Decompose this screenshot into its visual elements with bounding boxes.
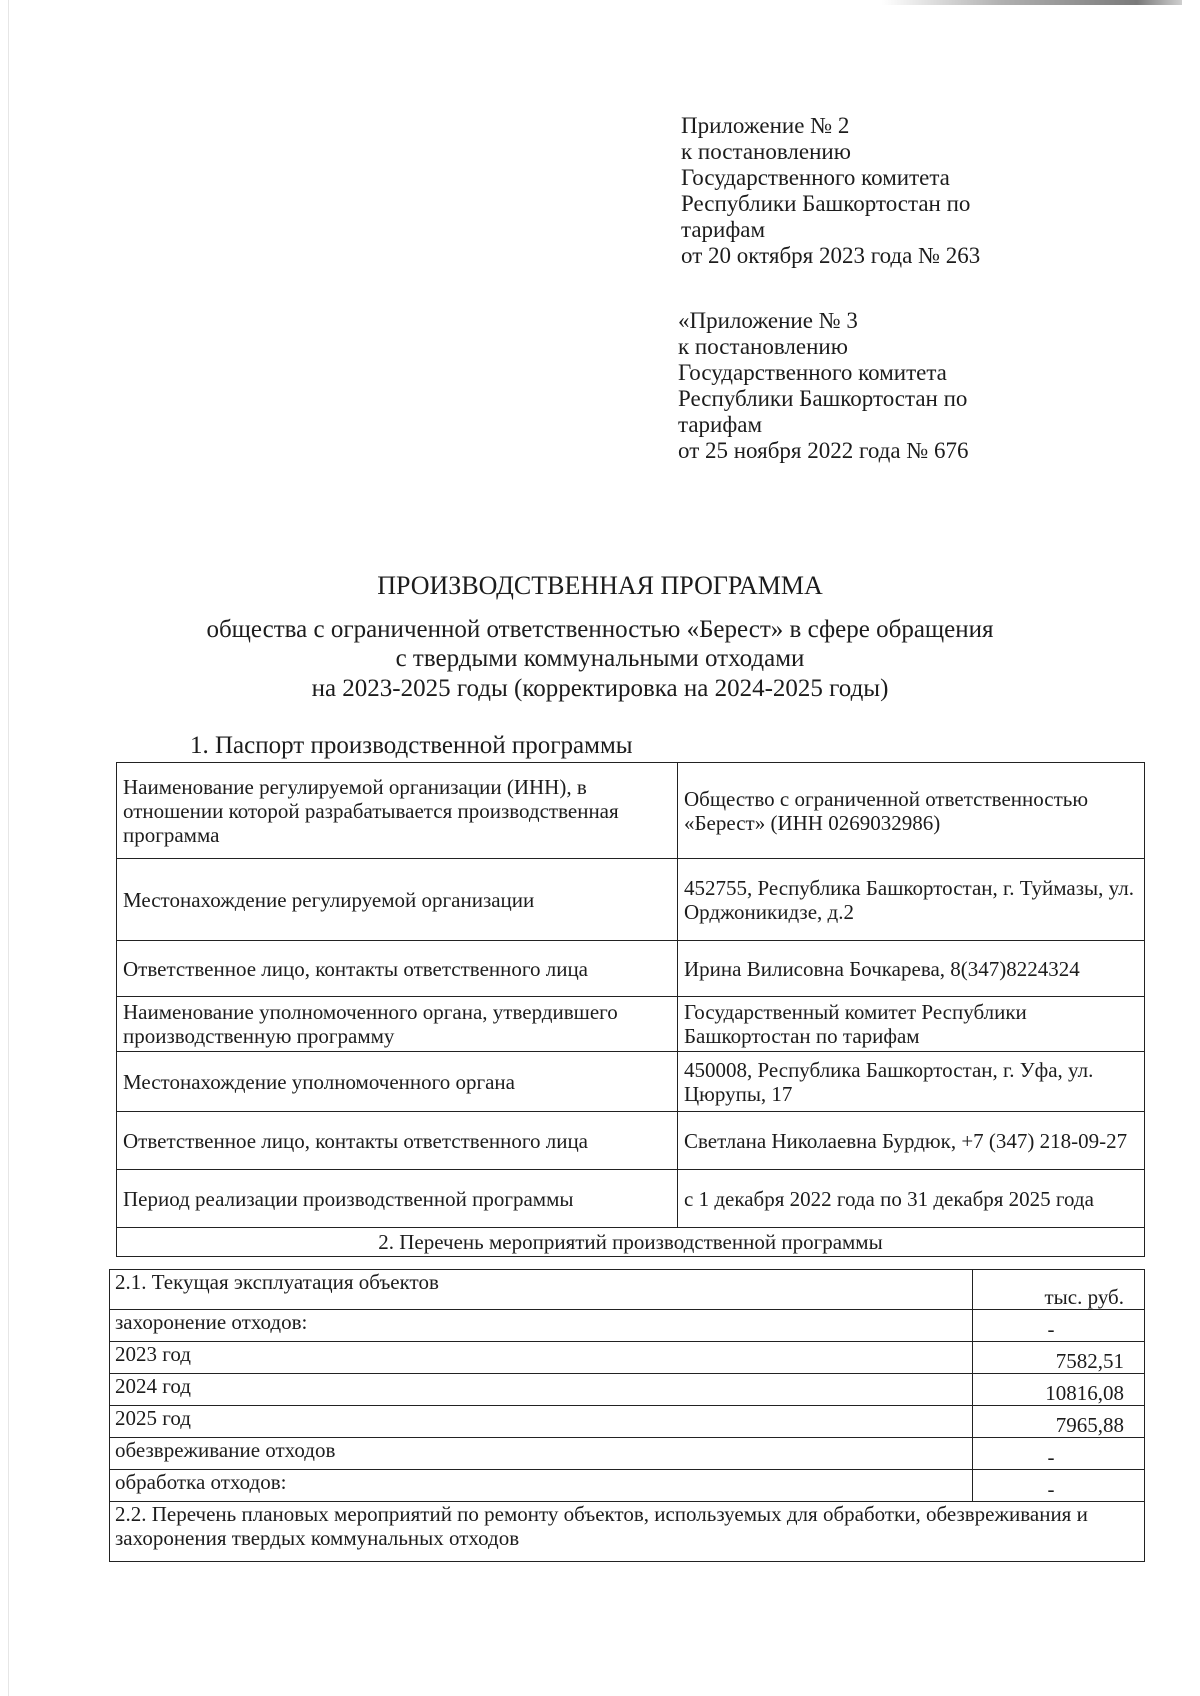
passport-label: Местонахождение регулируемой организации [117, 859, 678, 941]
document-title: ПРОИЗВОДСТВЕННАЯ ПРОГРАММА [377, 571, 823, 600]
appendix-line: от 25 ноября 2022 года № 676 [678, 438, 969, 463]
subtitle-line: общества с ограниченной ответственностью «Берест» в сфере обращения [206, 616, 994, 643]
appendix-line: тарифам [681, 217, 766, 242]
passport-value: Общество с ограниченной ответственностью «Берест» (ИНН 0269032986) [678, 763, 1145, 859]
appendix-line: к постановлению [681, 139, 851, 164]
table-row [117, 859, 1145, 941]
table-row [117, 1052, 1145, 1112]
unit-label: тыс. руб. [973, 1270, 1145, 1310]
table-row [110, 1406, 1145, 1438]
subtitle-line: с твердыми коммунальными отходами [395, 645, 805, 672]
passport-value: Государственный комитет Республики Башкортостан по тарифам [678, 997, 1145, 1052]
table-row [110, 1270, 1145, 1310]
appendix-line: Республики Башкортостан по [681, 191, 971, 216]
activity-label: 2024 год [110, 1374, 973, 1406]
appendix-line: Государственного комитета [681, 165, 950, 190]
scan-edge-top [882, 0, 1182, 5]
passport-value: с 1 декабря 2022 года по 31 декабря 2025 года [678, 1170, 1145, 1228]
appendix-line: к постановлению [678, 334, 848, 359]
passport-value: Ирина Вилисовна Бочкарева, 8(347)8224324 [678, 941, 1145, 997]
table-row [117, 1112, 1145, 1170]
activity-value: - [973, 1310, 1145, 1342]
activity-value: 7582,51 [973, 1342, 1145, 1374]
passport-label: Ответственное лицо, контакты ответственного лица [117, 941, 678, 997]
activity-value: - [973, 1438, 1145, 1470]
table-row [110, 1374, 1145, 1406]
activity-label: захоронение отходов: [110, 1310, 973, 1342]
activity-label: обезвреживание отходов [110, 1438, 973, 1470]
passport-label: Период реализации производственной программы [117, 1170, 678, 1228]
table-row [117, 941, 1145, 997]
table-row [110, 1342, 1145, 1374]
appendix-3-block [678, 308, 969, 464]
appendix-line: Приложение № 2 [681, 113, 850, 138]
appendix-line: тарифам [678, 412, 763, 437]
passport-table [116, 762, 1145, 1257]
passport-value: Светлана Николаевна Бурдюк, +7 (347) 218-09-27 [678, 1112, 1145, 1170]
subtitle-line: на 2023-2025 годы (корректировка на 2024-2025 годы) [311, 675, 889, 702]
appendix-2-block [681, 113, 980, 269]
activity-value: 7965,88 [973, 1406, 1145, 1438]
repair-plan-heading: 2.2. Перечень плановых мероприятий по ремонту объектов, используемых для обработки, обезвреживания и захоронения твердых коммунальных отходов [110, 1502, 1145, 1562]
scan-edge-left [8, 0, 9, 1696]
appendix-line: от 20 октября 2023 года № 263 [681, 243, 981, 268]
activity-label: 2025 год [110, 1406, 973, 1438]
passport-value: 452755, Республика Башкортостан, г. Туймазы, ул. Орджоникидзе, д.2 [678, 859, 1145, 941]
appendix-line: «Приложение № 3 [678, 308, 858, 333]
table-row [117, 1228, 1145, 1257]
table-row [117, 1170, 1145, 1228]
appendix-line: Республики Башкортостан по [678, 386, 968, 411]
table-row [110, 1310, 1145, 1342]
activity-label: 2023 год [110, 1342, 973, 1374]
passport-value: 450008, Республика Башкортостан, г. Уфа, ул. Цюрупы, 17 [678, 1052, 1145, 1112]
activity-label: обработка отходов: [110, 1470, 973, 1502]
table-row [110, 1438, 1145, 1470]
table-row [110, 1502, 1145, 1562]
section-1-heading: 1. Паспорт производственной программы [190, 732, 633, 759]
appendix-line: Государственного комитета [678, 360, 947, 385]
passport-label: Ответственное лицо, контакты ответственного лица [117, 1112, 678, 1170]
activities-table [109, 1269, 1145, 1562]
passport-label: Местонахождение уполномоченного органа [117, 1052, 678, 1112]
activity-value: - [973, 1470, 1145, 1502]
table-row [110, 1470, 1145, 1502]
passport-label: Наименование уполномоченного органа, утвердившего производственную программу [117, 997, 678, 1052]
activity-label: 2.1. Текущая эксплуатация объектов [110, 1270, 973, 1310]
activity-value: 10816,08 [973, 1374, 1145, 1406]
passport-label: Наименование регулируемой организации (ИНН), в отношении которой разрабатывается производственная программа [117, 763, 678, 859]
table-row [117, 997, 1145, 1052]
section-2-heading: 2. Перечень мероприятий производственной программы [117, 1228, 1145, 1257]
table-row [117, 763, 1145, 859]
